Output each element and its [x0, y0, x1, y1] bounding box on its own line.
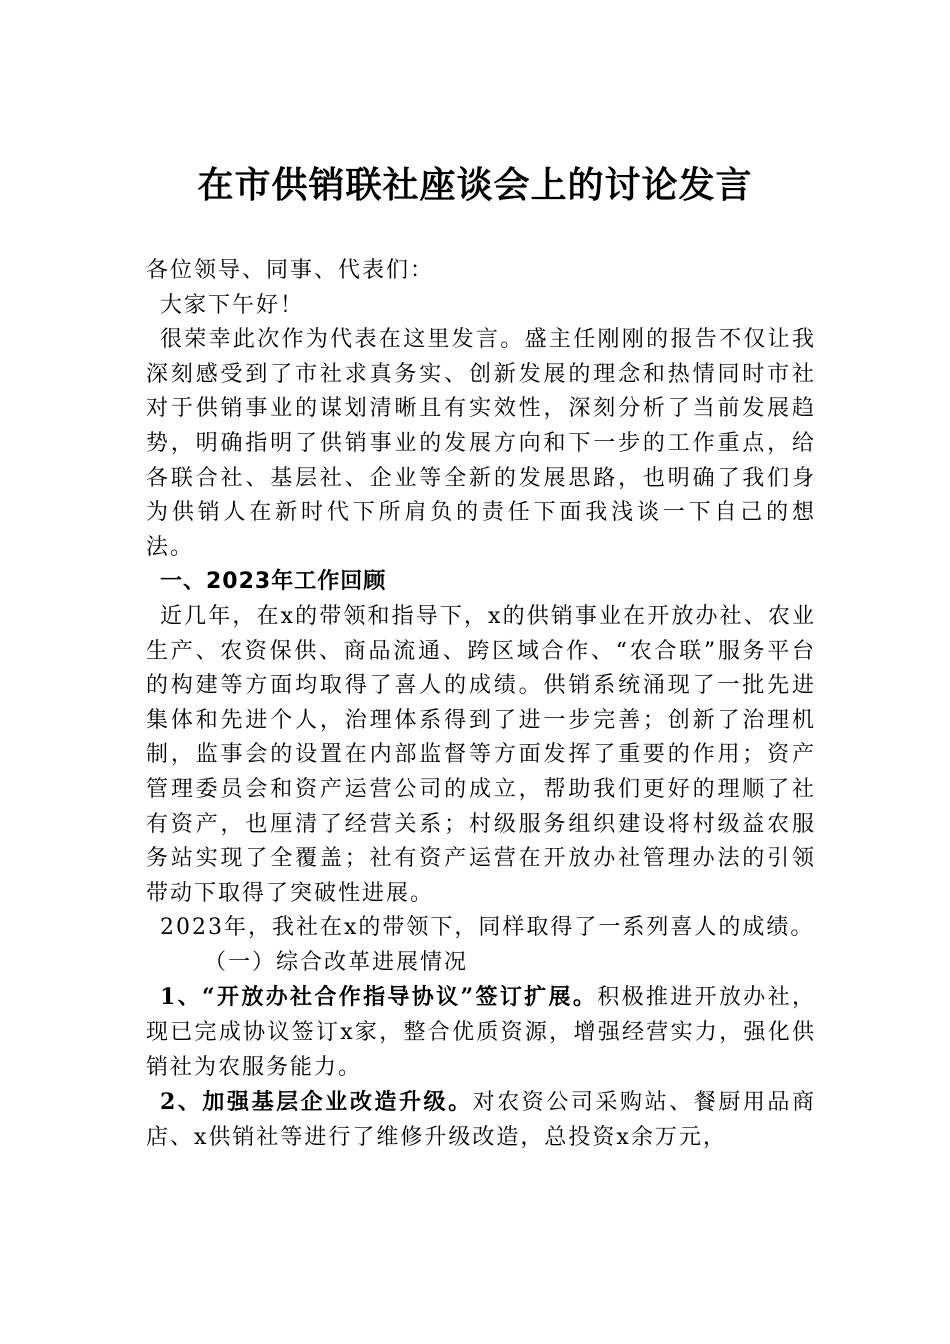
list-item-text: 积极推进开放办社，现已完成协议签订x家，整合优质资源，增强经营实力，强化供销社为农服务能力。 [146, 985, 816, 1080]
list-item [146, 1085, 816, 1155]
review-paragraph: 近几年，在x的带领和指导下，x的供销事业在开放办社、农业生产、农资保供、商品流通、跨区域合作、“农合联”服务平台的构建等方面均取得了喜人的成绩。供销系统涌现了一批先进集体和先进个人，治理体系得到了进一步完善；创新了治理机制，监事会的设置在内部监督等方面发挥了重要的作用；资产管理委员会和资产运营公司的成立，帮助我们更好的理顺了社有资产，也厘清了经营关系；村级服务组织建设将村级益农服务站实现了全覆盖；社有资产运营在开放办社管理办法的引领带动下取得了突破性进展。 [146, 603, 816, 906]
document-body [146, 254, 816, 1155]
section-heading: 一、2023年工作回顾 [160, 569, 387, 595]
list-item-title: 2、加强基层企业改造升级。 [160, 1089, 473, 1116]
list-item-title: 1、“开放办社合作指导协议”签订扩展。 [160, 984, 598, 1011]
subsection-heading: （一）综合改革进展情况 [204, 949, 469, 975]
achievement-paragraph: 2023年，我社在x的带领下，同样取得了一系列喜人的成绩。 [160, 915, 815, 941]
greeting: 大家下午好！ [160, 292, 305, 318]
salutation: 各位领导、同事、代表们： [146, 258, 435, 283]
intro-paragraph: 很荣幸此次作为代表在这里发言。盛主任刚刚的报告不仅让我深刻感受到了市社求真务实、创新发展的理念和热情同时市社对于供销事业的谋划清晰且有实效性，深刻分析了当前发展趋势，明确指明了供销事业的发展方向和下一步的工作重点，给各联合社、基层社、企业等全新的发展思路，也明确了我们身为供销人在新时代下所肩负的责任下面我浅谈一下自己的想法。 [146, 327, 816, 560]
list-item-text: 对农资公司采购站、餐厨用品商店、x供销社等进行了维修升级改造，总投资x余万元， [146, 1090, 816, 1150]
document-title: 在市供销联社座谈会上的讨论发言 [197, 164, 753, 206]
list-item [146, 980, 816, 1085]
